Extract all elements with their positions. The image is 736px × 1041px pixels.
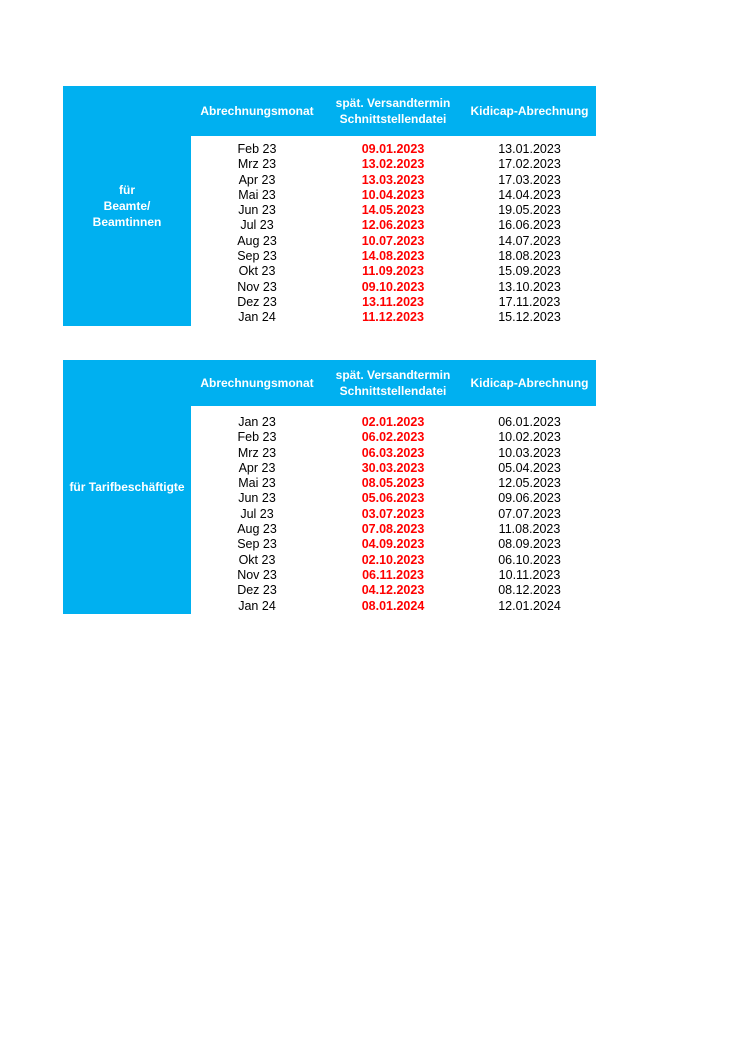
cell-abrechnungsmonat: Nov 23 <box>237 279 277 294</box>
table-rows <box>191 415 596 614</box>
cell-kidicap: 18.08.2023 <box>498 249 561 264</box>
side-label-line: Beamte/ <box>103 199 151 213</box>
cell-versandtermin: 13.02.2023 <box>361 157 425 172</box>
table-row <box>191 415 596 430</box>
cell-kidicap: 13.10.2023 <box>498 279 561 294</box>
table-row <box>191 568 596 583</box>
cell-abrechnungsmonat: Aug 23 <box>237 522 277 537</box>
cell-abrechnungsmonat: Mrz 23 <box>237 157 277 172</box>
cell-abrechnungsmonat: Jul 23 <box>240 506 274 521</box>
cell-versandtermin: 13.03.2023 <box>361 172 425 187</box>
table-row <box>191 280 596 295</box>
table-row <box>191 173 596 188</box>
table-row <box>191 430 596 445</box>
cell-versandtermin: 14.05.2023 <box>361 203 425 218</box>
cell-kidicap: 17.11.2023 <box>498 294 561 309</box>
table-row <box>191 522 596 537</box>
cell-versandtermin: 02.10.2023 <box>361 552 425 567</box>
header-versandtermin <box>323 86 463 136</box>
cell-abrechnungsmonat: Feb 23 <box>237 430 277 445</box>
cell-versandtermin: 13.11.2023 <box>362 294 424 309</box>
table-row <box>191 310 596 325</box>
cell-abrechnungsmonat: Aug 23 <box>237 233 277 248</box>
cell-kidicap: 10.03.2023 <box>498 445 561 460</box>
table-row <box>191 295 596 310</box>
side-label-line: Beamtinnen <box>92 215 162 229</box>
cell-versandtermin: 09.10.2023 <box>361 279 425 294</box>
table-side-label <box>63 86 191 326</box>
cell-versandtermin: 06.02.2023 <box>361 430 425 445</box>
cell-versandtermin: 08.01.2024 <box>361 598 425 613</box>
schedule-table-beamte <box>63 86 596 326</box>
schedule-table-tarif <box>63 360 596 614</box>
table-row <box>191 188 596 203</box>
cell-kidicap: 19.05.2023 <box>498 203 561 218</box>
cell-abrechnungsmonat: Sep 23 <box>237 249 277 264</box>
header-kidicap: Kidicap-Abrechnung <box>470 376 589 390</box>
cell-abrechnungsmonat: Okt 23 <box>238 264 276 279</box>
cell-versandtermin: 10.07.2023 <box>361 233 425 248</box>
table-row <box>191 234 596 249</box>
table-row <box>191 142 596 157</box>
side-label-line: für Tarifbeschäftigte <box>69 480 185 494</box>
cell-abrechnungsmonat: Sep 23 <box>237 537 277 552</box>
cell-versandtermin: 02.01.2023 <box>361 415 425 429</box>
cell-abrechnungsmonat: Okt 23 <box>238 552 276 567</box>
cell-kidicap: 12.01.2024 <box>498 598 561 613</box>
cell-kidicap: 16.06.2023 <box>498 218 561 233</box>
cell-versandtermin: 06.03.2023 <box>361 445 425 460</box>
table-header <box>191 86 596 136</box>
cell-kidicap: 11.08.2023 <box>498 522 561 537</box>
table-row <box>191 599 596 614</box>
table-side-label <box>63 360 191 614</box>
table-row <box>191 461 596 476</box>
cell-versandtermin: 06.11.2023 <box>362 567 424 582</box>
cell-kidicap: 10.02.2023 <box>498 430 561 445</box>
table-row <box>191 218 596 233</box>
cell-versandtermin: 14.08.2023 <box>361 249 425 264</box>
table-row <box>191 476 596 491</box>
header-versandtermin-line1: spät. Versandtermin <box>335 368 451 382</box>
header-versandtermin-line1: spät. Versandtermin <box>335 96 451 110</box>
cell-abrechnungsmonat: Mai 23 <box>238 476 276 491</box>
cell-kidicap: 14.04.2023 <box>498 187 561 202</box>
header-abrechnungsmonat: Abrechnungsmonat <box>200 104 314 118</box>
cell-versandtermin: 12.06.2023 <box>361 218 425 233</box>
table-row <box>191 249 596 264</box>
cell-versandtermin: 10.04.2023 <box>361 187 425 202</box>
cell-versandtermin: 11.12.2023 <box>362 310 424 325</box>
cell-versandtermin: 30.03.2023 <box>361 460 425 475</box>
table-row <box>191 537 596 552</box>
header-versandtermin-line2: Schnittstellendatei <box>339 112 447 126</box>
table-header <box>191 360 596 406</box>
table-row <box>191 491 596 506</box>
cell-abrechnungsmonat: Jun 23 <box>238 203 276 218</box>
cell-abrechnungsmonat: Jan 24 <box>238 598 276 613</box>
cell-kidicap: 15.09.2023 <box>498 264 561 279</box>
cell-abrechnungsmonat: Mrz 23 <box>237 445 277 460</box>
cell-abrechnungsmonat: Nov 23 <box>237 567 277 582</box>
cell-abrechnungsmonat: Feb 23 <box>237 142 277 156</box>
cell-abrechnungsmonat: Mai 23 <box>238 187 276 202</box>
cell-kidicap: 09.06.2023 <box>498 491 561 506</box>
cell-versandtermin: 09.01.2023 <box>361 142 425 156</box>
cell-versandtermin: 04.09.2023 <box>361 537 425 552</box>
cell-versandtermin: 03.07.2023 <box>361 506 425 521</box>
cell-kidicap: 17.03.2023 <box>498 172 561 187</box>
table-row <box>191 446 596 461</box>
cell-abrechnungsmonat: Dez 23 <box>237 583 277 598</box>
cell-kidicap: 10.11.2023 <box>498 567 561 582</box>
header-kidicap: Kidicap-Abrechnung <box>470 104 589 118</box>
side-label-line: für <box>119 183 135 197</box>
cell-kidicap: 08.09.2023 <box>498 537 561 552</box>
header-versandtermin <box>323 360 463 406</box>
cell-abrechnungsmonat: Apr 23 <box>238 460 276 475</box>
cell-kidicap: 06.01.2023 <box>498 415 561 429</box>
cell-kidicap: 17.02.2023 <box>498 157 561 172</box>
cell-kidicap: 14.07.2023 <box>498 233 561 248</box>
cell-versandtermin: 11.09.2023 <box>362 264 424 279</box>
table-rows <box>191 142 596 326</box>
cell-kidicap: 08.12.2023 <box>498 583 561 598</box>
cell-abrechnungsmonat: Jan 24 <box>238 310 276 325</box>
cell-abrechnungsmonat: Jun 23 <box>238 491 276 506</box>
table-row <box>191 583 596 598</box>
table-row <box>191 507 596 522</box>
cell-kidicap: 13.01.2023 <box>498 142 561 156</box>
cell-kidicap: 06.10.2023 <box>498 552 561 567</box>
cell-versandtermin: 07.08.2023 <box>361 522 425 537</box>
table-row <box>191 203 596 218</box>
cell-kidicap: 15.12.2023 <box>498 310 561 325</box>
header-versandtermin-line2: Schnittstellendatei <box>339 384 447 398</box>
cell-versandtermin: 08.05.2023 <box>361 476 425 491</box>
cell-kidicap: 07.07.2023 <box>498 506 561 521</box>
cell-abrechnungsmonat: Jul 23 <box>240 218 274 233</box>
cell-abrechnungsmonat: Apr 23 <box>238 172 276 187</box>
cell-abrechnungsmonat: Jan 23 <box>238 415 276 429</box>
cell-kidicap: 12.05.2023 <box>498 476 561 491</box>
cell-kidicap: 05.04.2023 <box>498 460 561 475</box>
header-abrechnungsmonat: Abrechnungsmonat <box>200 376 314 390</box>
table-row <box>191 553 596 568</box>
cell-versandtermin: 04.12.2023 <box>361 583 425 598</box>
cell-versandtermin: 05.06.2023 <box>361 491 425 506</box>
table-row <box>191 157 596 172</box>
cell-abrechnungsmonat: Dez 23 <box>237 294 277 309</box>
table-row <box>191 264 596 279</box>
